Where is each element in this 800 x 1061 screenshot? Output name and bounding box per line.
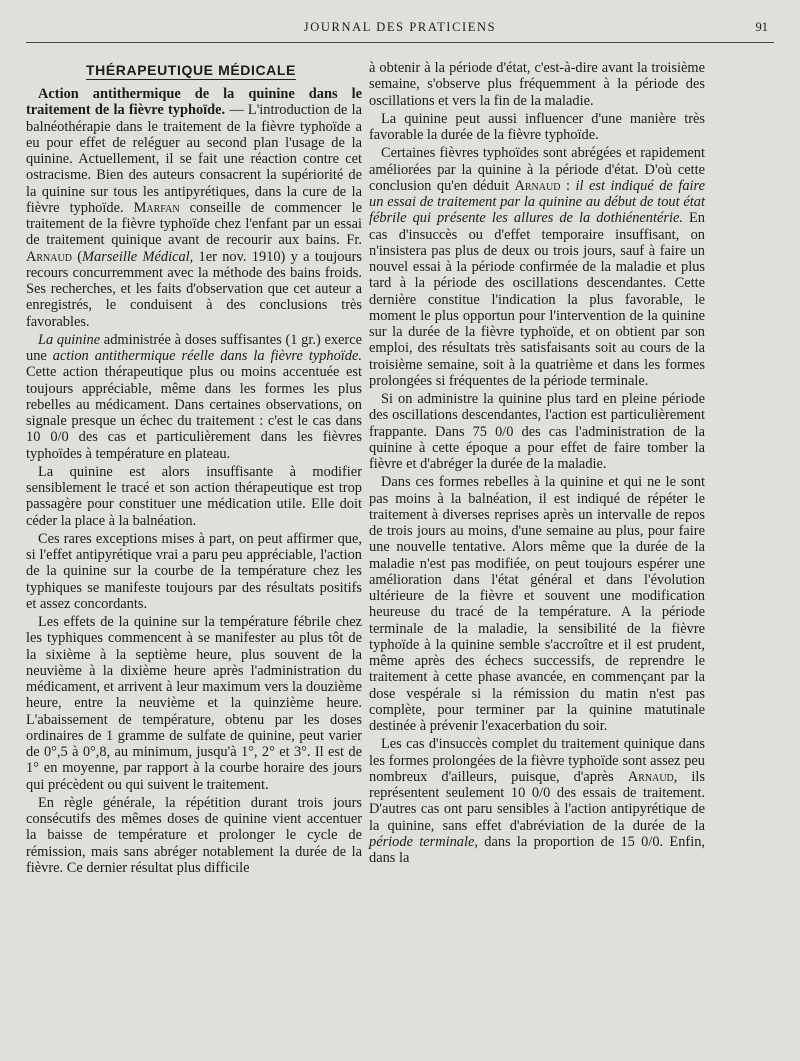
paragraph-11: Dans ces formes rebelles à la quinine et qui ne le sont pas moins à la balnéation, il est indiqué de répéter le traitement à diverses reprises après un intervalle de repos de trois jours au moins, d'une semaine au plus, pour faire une nouvelle tentative. Alors même que la durée de la maladie n'est pas modifiée, on peut toujours espérer une amélioration dans l'état général et dans l'évolution ultérieure de la fièvre et souvent une modification heureuse du tracé de la température. A la période terminale de la maladie, la sensibilité de la fièvre typhoïde à la quinine semble s'accroître et il est prudent, même après des échecs successifs, de reprendre le traitement à cette phase avancée, en commençant par la dose vespérale si la rémission du matin n'est pas complète, pour terminer par la quinine matutinale destinée à prévenir l'exacerbation du soir. <box>369 474 705 734</box>
paragraph-6: En règle générale, la répétition durant trois jours consécutifs des mêmes doses de quinine vient accentuer la baisse de température et prolonger le cycle de rémission, mais sans abréger notablement la durée de la fièvre. Ce dernier résultat plus difficile <box>26 794 362 876</box>
paragraph-5: Les effets de la quinine sur la température fébrile chez les typhiques commencent à se manifester au plus tôt de la sixième à la septième heure, plus souvent de la neuvième à la dixième heure après l'administration du médicament, et arrivent à leur maximum vers la douzième heure, entre la neuvième et la quinzième heure. L'abaissement de température, obtenu par les doses ordinaires de 1 gramme de sulfate de quinine, peut varier de 0°,5 à 0°,8, au minimum, jusqu'à 1°, 2° et 3°. Il est de 1° en moyenne, par rapport à la courbe horaire des jours qui précèdent ou qui suivent le traitement. <box>26 614 362 793</box>
p2-em-b: action antithermique réelle dans la fièvre typhoïde. <box>52 348 362 364</box>
paragraph-8: La quinine peut aussi influencer d'une manière très favorable la durée de la fièvre typhoïde. <box>369 110 705 143</box>
author-name-arnaud-3: Arnaud <box>627 768 674 785</box>
p12-text-a: Les cas d'insuccès complet du traitement quinique dans les formes prolongées de la fièvre typhoïde sont assez peu nombreux d'ailleurs, puisque, d'après <box>369 736 705 785</box>
p1-text-c: ( <box>71 248 83 265</box>
p2-text-b: Cette action thérapeutique plus ou moins accentuée est toujours appréciable, même dans les formes les plus rebelles au médicament. Dans certaines observations, on signale presque un échec du traitement : c'est le cas dans 10 0/0 des cas et particulièrement dans les fièvres typhoïdes à température en plateau. <box>26 364 362 462</box>
paragraph-9 <box>369 145 705 389</box>
paragraph-3: La quinine est alors insuffisante à modifier sensiblement le tracé et son action thérapeutique est trop passagère pour constituer une médication utile. Elle doit céder la place à la balnéation. <box>26 463 362 529</box>
p12-em: période terminale <box>369 833 475 850</box>
p1-text-d: , 1er nov. 1910) y a toujours recours concurremment avec la méthode des bains froids. Ses recherches, et les faits d'observation que cet auteur a enregistrés, le conduisent à des conclusions très favorables. <box>26 248 362 330</box>
p9-text-a: Certaines fièvres typhoïdes sont abrégées et rapidement améliorées par la quinine à la période d'état. D'où cette conclusion qu'en déduit <box>369 145 705 194</box>
p2-em-a: La quinine <box>38 331 101 348</box>
left-column <box>26 60 362 878</box>
p9-text-c: En cas d'insuccès ou d'effet temporaire insuffisant, on n'insistera pas plus de deux ou trois jours, sauf à faire un nouvel essai à la période confirmée de la maladie et plus tard à la période des oscillations descendantes. Cette dernière constitue l'indication la plus favorable, le moment le plus opportun pour l'intervention de la quinine sur la durée de la fièvre typhoïde, et on obtient par son emploi, des résultats très satisfaisants soit au cours de la troisième semaine, soit à la quatrième et dans les formes prolongées si fréquentes de la période terminale. <box>369 210 705 389</box>
p9-text-b: : <box>560 177 576 194</box>
header-rule <box>26 42 774 43</box>
section-title <box>26 62 362 78</box>
right-column <box>369 60 705 868</box>
author-name-arnaud-2: Arnaud <box>514 177 561 194</box>
running-head <box>28 20 772 36</box>
p12-text-c: , dans la proportion de 15 0/0. Enfin, dans la <box>369 833 705 866</box>
p1-text-a: — L'introduction de la balnéothérapie dans le traitement de la fièvre typhoïde a eu pour effet de reléguer au second plan l'usage de la quinine. Actuellement, il se fait une réaction contre cet ostracisme. Bien des auteurs consacrent la supériorité de la quinine sur tous les antipyrétiques, dans la cure de la fièvre typhoïde. <box>26 102 362 216</box>
paragraph-10: Si on administre la quinine plus tard en pleine période des oscillations descendantes, l'action est particulièrement frappante. Dans 75 0/0 des cas l'administration de la quinine à cette époque a pour effet de faire tomber la fièvre et d'abréger la durée de la maladie. <box>369 391 705 472</box>
p2-text-a: administrée à doses suffisantes (1 gr.) exerce une <box>26 331 363 364</box>
paragraph-7: à obtenir à la période d'état, c'est-à-dire avant la troisième semaine, s'observe plus fréquemment à la période des oscillations et vers la fin de la maladie. <box>369 60 705 109</box>
paragraph-12 <box>369 736 705 866</box>
section-title-text: THÉRAPEUTIQUE MÉDICALE <box>86 62 296 78</box>
p1-text-b: conseille de commencer le traitement de la fièvre typhoïde chez l'enfant par un essai de traitement quinique avant de recourir aux bains. Fr. <box>26 199 362 249</box>
page-number: 91 <box>755 20 768 34</box>
journal-title: JOURNAL DES PRATICIENS <box>303 20 497 34</box>
article-lead-title: Action antithermique de la quinine dans le traitement de la fièvre typhoïde. <box>26 86 362 119</box>
journal-reference: Marseille Médical <box>82 248 190 265</box>
paragraph-4: Ces rares exceptions mises à part, on peut affirmer que, si l'effet antipyrétique vrai a paru peu appréciable, l'action de la quinine sur la courbe de la température chez les typhiques se manifeste toujours par des résultats positifs et assez concordants. <box>26 530 362 612</box>
p9-conclusion: il est indiqué de faire un essai de traitement par la quinine au début de tout état fébrile qui présente les allures de la dothiénentérie. <box>369 177 705 227</box>
paragraph-2 <box>26 332 362 462</box>
author-name-marfan: Marfan <box>133 199 180 216</box>
paragraph-1 <box>26 86 362 330</box>
p12-text-b: , ils représentent seulement 10 0/0 des essais de traitement. D'autres cas ont paru sensibles à l'action antipyrétique de la quinine, sans effet d'abréviation de la durée de la <box>369 768 706 834</box>
author-name-arnaud: Arnaud <box>26 248 72 265</box>
